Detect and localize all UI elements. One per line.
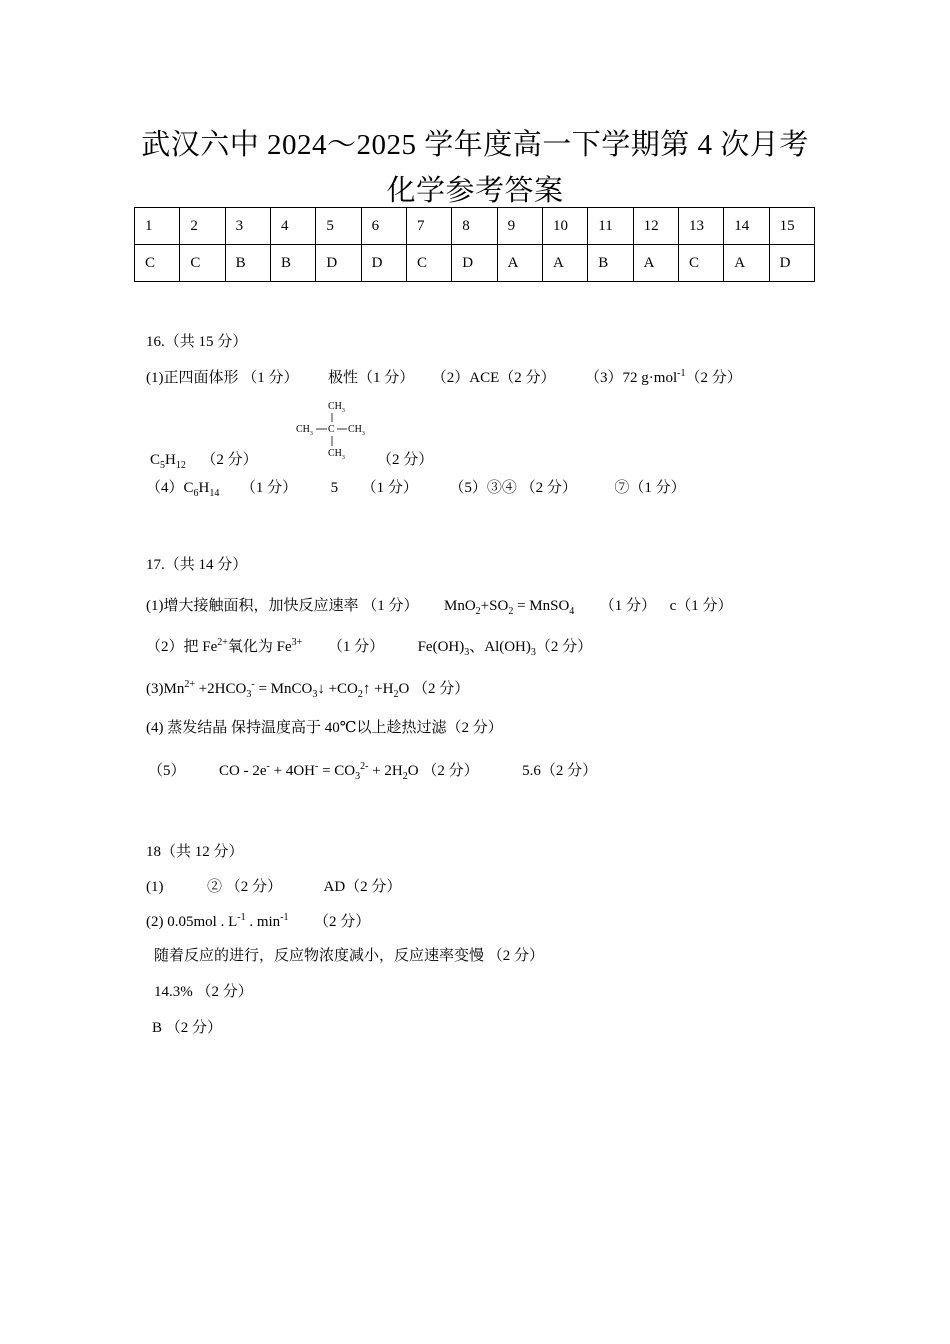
page-title: 武汉六中 2024～2025 学年度高一下学期第 4 次月考 xyxy=(141,129,809,161)
superscript: -1 xyxy=(280,912,289,923)
formula: +2HCO xyxy=(194,681,247,697)
q16-polarity: 极性（1 分） xyxy=(328,370,415,386)
q17-line1 xyxy=(146,594,732,615)
q16-shape: (1)正四面体形 （1 分） xyxy=(146,370,299,386)
table-cell: A xyxy=(542,245,587,282)
page-subtitle: 化学参考答案 xyxy=(386,175,564,207)
table-cell: A xyxy=(497,245,542,282)
struct-ch3-top: $CH_3$ xyxy=(328,401,345,414)
struct-ch3-bottom: $CH_3$ xyxy=(328,448,345,461)
table-cell: 13 xyxy=(678,208,723,245)
formula: + 2H xyxy=(368,763,403,779)
q16-part5: （5）③④ （2 分） xyxy=(449,480,577,496)
table-row-answers xyxy=(135,245,815,282)
points: （1 分） xyxy=(240,480,298,496)
superscript: - xyxy=(251,679,255,690)
rate-unit: . min xyxy=(245,914,281,930)
table-cell: 8 xyxy=(452,208,497,245)
q18-part1: (1) xyxy=(146,879,164,895)
subscript: 6 xyxy=(193,488,199,499)
table-cell: D xyxy=(316,245,361,282)
q16-part2: （2）ACE（2 分） xyxy=(431,370,556,386)
points: （1 分） xyxy=(599,598,657,614)
table-cell: 2 xyxy=(180,208,225,245)
formula-c: C xyxy=(150,452,161,468)
formula-h: H xyxy=(165,452,176,468)
subscript: 3 xyxy=(530,647,536,658)
superscript: -1 xyxy=(237,912,246,923)
points: （1 分） xyxy=(327,639,385,655)
q16-line4 xyxy=(146,476,686,497)
q16-part5-b: ⑦（1 分） xyxy=(614,480,686,496)
table-cell: D xyxy=(769,245,814,282)
table-cell: A xyxy=(633,245,678,282)
formula: +SO xyxy=(480,598,509,614)
table-cell: B xyxy=(270,245,315,282)
table-cell: C xyxy=(678,245,723,282)
q17-header: 17.（共 14 分） xyxy=(146,557,248,573)
points: （2 分） xyxy=(535,639,593,655)
q17-equation1 xyxy=(444,598,575,617)
points: （2 分） xyxy=(201,452,258,468)
subscript: 5 xyxy=(160,460,166,471)
struct-ch3-right: $CH_3$ xyxy=(348,424,365,437)
formula: ↑ +H xyxy=(362,681,394,697)
table-cell: 15 xyxy=(769,208,814,245)
q17-line5 xyxy=(148,759,597,780)
q18-line5: B （2 分） xyxy=(152,1020,223,1036)
rate-value: (2) 0.05mol . L xyxy=(146,914,238,930)
q17-part2-mid: 氧化为 Fe xyxy=(227,639,292,655)
table-cell: 7 xyxy=(406,208,451,245)
q18-part1-ad: AD（2 分） xyxy=(323,879,402,895)
subscript: 12 xyxy=(175,460,186,471)
points: （2 分） xyxy=(685,370,742,386)
table-cell: 9 xyxy=(497,208,542,245)
points: （1 分） xyxy=(361,480,418,496)
superscript: 3+ xyxy=(291,637,303,648)
table-cell: 1 xyxy=(135,208,180,245)
table-cell: 6 xyxy=(361,208,406,245)
formula-h: H xyxy=(198,480,210,496)
struct-center-c: C xyxy=(328,424,335,435)
isomer-count: 5 xyxy=(330,480,339,496)
q16-part3 xyxy=(585,370,742,386)
molar-mass: （3）72 g·mol xyxy=(585,370,678,386)
subscript: 4 xyxy=(569,606,575,617)
part4-formula: （4）C xyxy=(146,480,194,496)
superscript: -1 xyxy=(677,368,686,379)
q17-part5: （5） xyxy=(148,763,186,779)
formula: + 4OH xyxy=(269,763,315,779)
table-cell: D xyxy=(452,245,497,282)
formula: MnO xyxy=(444,598,476,614)
table-cell: 5 xyxy=(316,208,361,245)
formula: O （2 分） xyxy=(407,763,479,779)
q18-line2 xyxy=(146,910,370,931)
formula: (3)Mn xyxy=(146,681,185,697)
q18-header: 18（共 12 分） xyxy=(146,844,244,860)
q17-part5-value: 5.6（2 分） xyxy=(522,763,598,779)
q17-part1: (1)增大接触面积，加快反应速率 （1 分） xyxy=(146,598,419,614)
struct-points: （2 分） xyxy=(377,452,434,468)
answer-table xyxy=(134,207,815,282)
subscript: 3 xyxy=(312,689,318,700)
table-cell: D xyxy=(361,245,406,282)
table-cell: 4 xyxy=(270,208,315,245)
table-cell: 11 xyxy=(588,208,633,245)
superscript: - xyxy=(266,761,270,772)
formula: = CO xyxy=(318,763,356,779)
table-cell: B xyxy=(225,245,270,282)
subscript: 3 xyxy=(246,689,252,700)
formula: Fe(OH) xyxy=(417,639,465,655)
superscript: - xyxy=(314,761,319,772)
formula: 、Al(OH) xyxy=(469,639,531,655)
table-cell: 10 xyxy=(542,208,587,245)
formula: CO - 2e xyxy=(219,763,267,779)
formula: ↓ +CO xyxy=(317,681,358,697)
table-cell: 3 xyxy=(225,208,270,245)
superscript: 2- xyxy=(360,761,369,772)
table-cell: C xyxy=(180,245,225,282)
q17-line4: (4) 蒸发结晶 保持温度高于 40℃以上趁热过滤（2 分） xyxy=(146,720,503,736)
table-cell: 14 xyxy=(724,208,769,245)
q16-line1 xyxy=(146,366,742,387)
subscript: 3 xyxy=(464,647,470,658)
table-cell: 12 xyxy=(633,208,678,245)
formula: O （2 分） xyxy=(398,681,470,697)
q16-formula-c5h12 xyxy=(150,448,258,469)
q18-line3: 随着反应的进行，反应物浓度减小，反应速率变慢 （2 分） xyxy=(154,948,545,964)
subscript: 3 xyxy=(355,771,361,782)
q17-line3 xyxy=(146,677,469,698)
table-cell: A xyxy=(724,245,769,282)
q18-line1 xyxy=(146,875,401,896)
formula: = MnCO xyxy=(254,681,313,697)
q16-header: 16.（共 15 分） xyxy=(146,334,248,350)
subscript: 2 xyxy=(475,606,481,617)
q18-line4: 14.3% （2 分） xyxy=(154,984,253,1000)
subscript: 2 xyxy=(508,606,514,617)
superscript: 2+ xyxy=(217,637,228,648)
subscript: 2 xyxy=(357,689,363,700)
table-row-numbers xyxy=(135,208,815,245)
q17-part2: （2）把 Fe xyxy=(146,639,218,655)
table-cell: C xyxy=(135,245,180,282)
formula: = MnSO xyxy=(513,598,570,614)
subscript: 2 xyxy=(393,689,399,700)
q18-part1-answer: ② （2 分） xyxy=(207,879,283,895)
struct-ch3-left: $CH_3$ xyxy=(296,424,313,437)
table-cell: C xyxy=(406,245,451,282)
table-cell: B xyxy=(588,245,633,282)
q17-part1-c: c（1 分） xyxy=(669,598,733,614)
subscript: 2 xyxy=(402,771,408,782)
q17-line2 xyxy=(146,635,592,656)
neopentane-structure xyxy=(294,398,374,462)
points: （2 分） xyxy=(314,914,371,930)
subscript: 14 xyxy=(209,488,220,499)
superscript: 2+ xyxy=(184,679,195,690)
